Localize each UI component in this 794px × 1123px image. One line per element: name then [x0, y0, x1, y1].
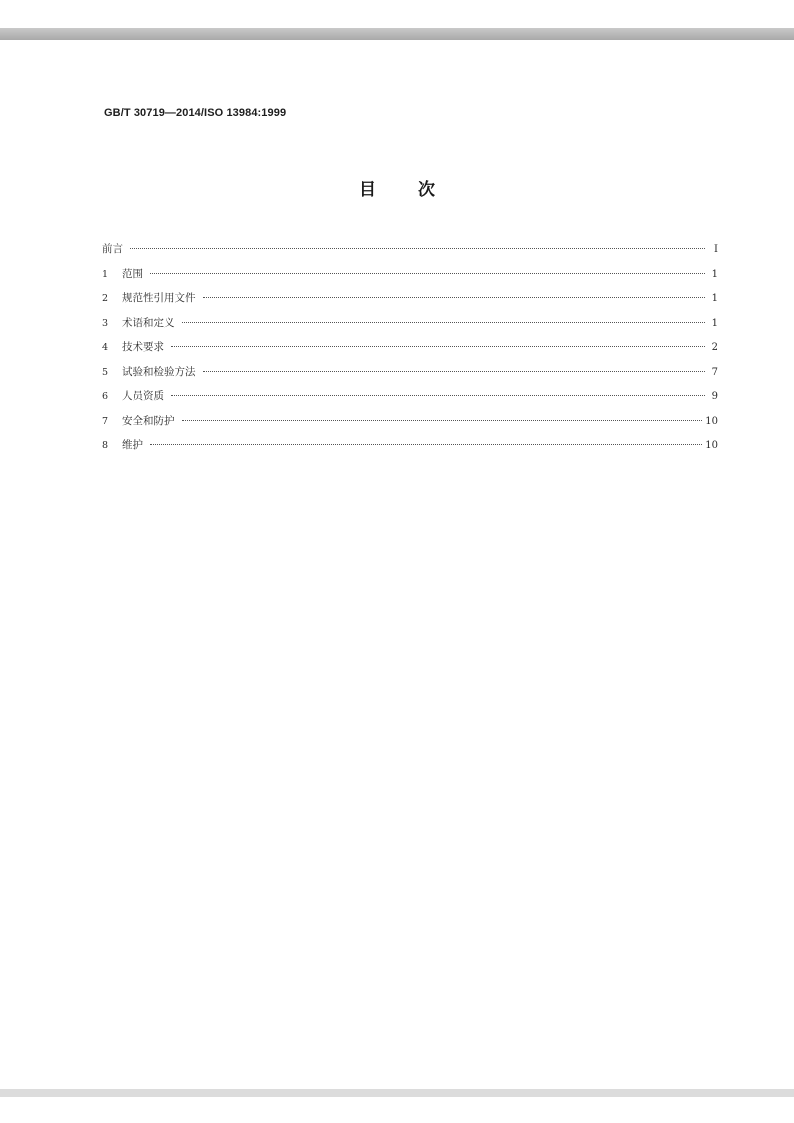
toc-entry-4[interactable]: [102, 339, 718, 364]
toc-entry-number: 2: [102, 293, 109, 304]
toc-entry-page: 1: [711, 317, 718, 329]
toc-entry-label: 安全和防护: [122, 414, 175, 427]
toc-entry-label: 人员资质: [122, 390, 164, 402]
standard-header: GB/T 30719—2014/ISO 13984:1999: [104, 107, 287, 119]
toc-entry-label: 规范性引用文件: [122, 292, 196, 304]
toc-dot-leader: [150, 444, 702, 445]
toc-entry-label: 术语和定义: [122, 316, 175, 329]
toc-entry-number: 7: [102, 415, 109, 427]
toc-entry-8[interactable]: [102, 437, 718, 462]
toc-dot-leader: [182, 322, 706, 323]
toc-dot-leader: [130, 248, 705, 249]
toc-dot-leader: [203, 297, 706, 298]
toc-dot-leader: [182, 420, 703, 421]
toc-entry-number: 5: [102, 366, 109, 378]
toc-title: [0, 175, 794, 200]
toc-dot-leader: [203, 371, 706, 372]
toc-dot-leader: [171, 395, 705, 396]
toc-entry-number: 1: [102, 268, 109, 280]
toc-entry-page: 7: [711, 366, 718, 378]
toc-entry-2[interactable]: [102, 290, 718, 315]
toc-entry-number: 3: [102, 317, 109, 329]
toc-entry-6[interactable]: [102, 388, 718, 413]
toc-entry-3[interactable]: [102, 315, 718, 340]
toc-entry-page: 10: [705, 440, 718, 451]
toc-list: [102, 241, 718, 462]
scanner-bottom-bar: [0, 1089, 794, 1097]
toc-entry-label: 技术要求: [122, 341, 164, 353]
toc-entry-page: 1: [711, 268, 718, 280]
toc-entry-page: I: [714, 244, 718, 255]
toc-entry-7[interactable]: [102, 413, 718, 438]
toc-entry-number: 8: [102, 440, 109, 451]
toc-entry-number: 6: [102, 391, 109, 402]
toc-entry-label: 试验和检验方法: [122, 365, 196, 378]
toc-entry-label: 范围: [122, 267, 143, 280]
toc-entry-page: 9: [711, 391, 718, 402]
toc-entry-label: 前言: [102, 243, 123, 255]
toc-title-char: 次: [418, 180, 435, 200]
scanner-top-bar: [0, 28, 794, 40]
toc-dot-leader: [150, 273, 705, 274]
toc-entry-page: 1: [711, 293, 718, 304]
toc-entry-1[interactable]: [102, 266, 718, 291]
toc-title-char: 目: [359, 180, 376, 200]
toc-entry-label: 维护: [122, 439, 143, 451]
toc-entry-5[interactable]: [102, 364, 718, 389]
toc-entry-foreword[interactable]: [102, 241, 718, 266]
toc-entry-number: 4: [102, 342, 109, 353]
toc-entry-page: 10: [705, 415, 718, 427]
toc-dot-leader: [171, 346, 705, 347]
toc-entry-page: 2: [711, 342, 718, 353]
